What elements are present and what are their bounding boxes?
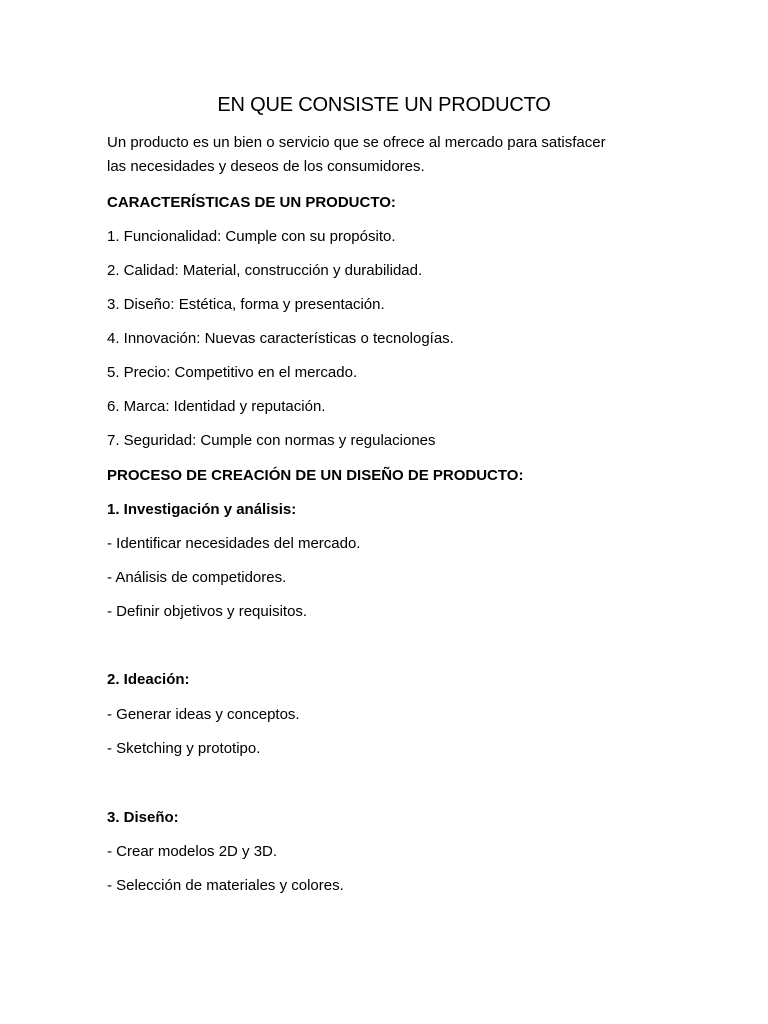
step-item: - Identificar necesidades del mercado. [107, 535, 361, 552]
step-heading: 3. Diseño: [107, 809, 179, 826]
step-heading: 2. Ideación: [107, 671, 190, 688]
step-item: - Crear modelos 2D y 3D. [107, 843, 278, 860]
characteristic-item: 4. Innovación: Nuevas características o tecnologías. [107, 330, 454, 347]
step-item: - Selección de materiales y colores. [107, 877, 344, 894]
intro-line: las necesidades y deseos de los consumidores. [107, 158, 425, 175]
step-heading: 1. Investigación y análisis: [107, 501, 297, 518]
characteristic-item: 1. Funcionalidad: Cumple con su propósito. [107, 228, 396, 245]
process-heading: PROCESO DE CREACIÓN DE UN DISEÑO DE PRODUCTO: [107, 467, 524, 484]
intro-paragraph [107, 131, 652, 179]
step-item: - Sketching y prototipo. [107, 740, 261, 757]
characteristic-item: 7. Seguridad: Cumple con normas y regulaciones [107, 432, 436, 449]
characteristic-item: 6. Marca: Identidad y reputación. [107, 398, 326, 415]
step-item: - Análisis de competidores. [107, 569, 287, 586]
characteristic-item: 3. Diseño: Estética, forma y presentación. [107, 296, 385, 313]
characteristics-heading: CARACTERÍSTICAS DE UN PRODUCTO: [107, 194, 396, 211]
document-title: EN QUE CONSISTE UN PRODUCTO [217, 94, 551, 116]
step-item: - Definir objetivos y requisitos. [107, 603, 308, 620]
intro-line: Un producto es un bien o servicio que se ofrece al mercado para satisfacer [107, 134, 606, 151]
characteristic-item: 5. Precio: Competitivo en el mercado. [107, 364, 358, 381]
step-item: - Generar ideas y conceptos. [107, 706, 300, 723]
characteristic-item: 2. Calidad: Material, construcción y durabilidad. [107, 262, 423, 279]
